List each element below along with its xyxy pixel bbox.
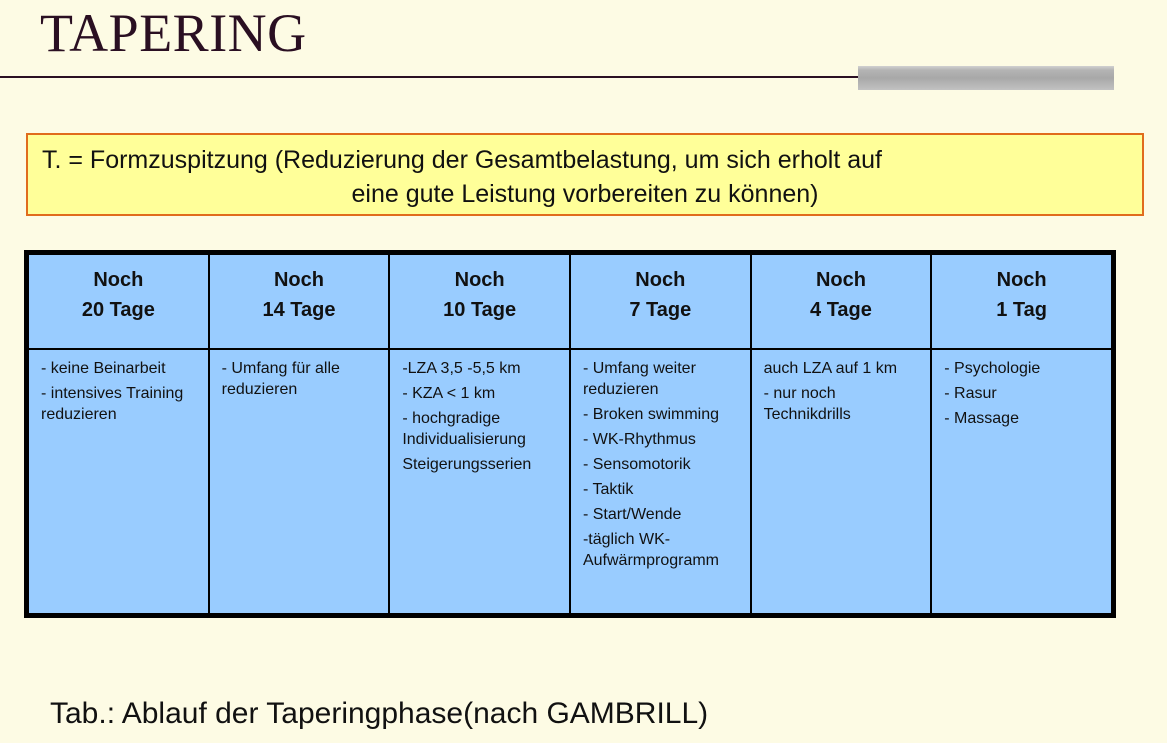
page-title: TAPERING <box>40 3 307 63</box>
column-header-label: Noch <box>815 269 866 291</box>
title-rule-bar <box>858 66 1114 90</box>
column-header-label: Noch <box>996 269 1047 291</box>
column-cell <box>209 349 390 614</box>
column-header-days: 14 Tage <box>262 299 336 321</box>
list-item: - Start/Wende <box>582 506 682 523</box>
table-caption: Tab.: Ablauf der Taperingphase(nach GAMBRILL) <box>50 697 709 730</box>
column-header <box>28 254 209 349</box>
column-cell <box>931 349 1112 614</box>
column-cell <box>570 349 751 614</box>
measure-list <box>222 358 381 400</box>
table-header-row <box>28 254 1112 349</box>
list-item: - Umfang für alle reduzieren <box>221 360 340 398</box>
list-item: - intensives Training reduzieren <box>41 385 184 423</box>
definition-line-2: eine gute Leistung vorbereiten zu können) <box>351 180 819 208</box>
list-item: - Umfang weiter reduzieren <box>582 360 696 398</box>
column-header-days: 7 Tage <box>629 299 692 321</box>
table-row <box>28 349 1112 614</box>
column-header <box>209 254 390 349</box>
list-item: -täglich WK-Aufwärmprogramm <box>582 531 719 569</box>
measure-list <box>583 358 742 571</box>
column-header <box>570 254 751 349</box>
tapering-table <box>24 250 1116 618</box>
column-header-label: Noch <box>273 269 324 291</box>
measure-list <box>944 358 1103 429</box>
column-header-label: Noch <box>454 269 505 291</box>
list-item: - Rasur <box>944 385 997 402</box>
column-header-days: 20 Tage <box>81 299 155 321</box>
definition-line-1: T. = Formzuspitzung (Reduzierung der Gesamtbelastung, um sich erholt auf <box>42 146 882 174</box>
column-cell <box>389 349 570 614</box>
column-header <box>931 254 1112 349</box>
definition-box <box>26 133 1144 216</box>
list-item: - WK-Rhythmus <box>582 431 696 448</box>
list-item: auch LZA auf 1 km <box>763 360 898 377</box>
column-header-days: 4 Tage <box>810 299 872 321</box>
measure-list <box>764 358 923 425</box>
list-item: - hochgradige Individualisierung <box>402 410 526 448</box>
column-header <box>389 254 570 349</box>
list-item: - Massage <box>944 410 1019 427</box>
column-cell <box>28 349 209 614</box>
measure-list <box>41 358 200 425</box>
list-item: - Sensomotorik <box>582 456 691 473</box>
list-item: - keine Beinarbeit <box>41 360 166 377</box>
list-item: - nur noch Technikdrills <box>763 385 851 423</box>
column-header <box>751 254 932 349</box>
list-item: - Taktik <box>582 481 634 498</box>
list-item: - KZA < 1 km <box>402 385 496 402</box>
list-item: - Psychologie <box>944 360 1041 377</box>
column-header-days: 10 Tage <box>443 299 517 321</box>
list-item: -LZA 3,5 -5,5 km <box>402 360 521 377</box>
column-header-label: Noch <box>635 269 686 291</box>
measure-list <box>402 358 561 475</box>
column-cell <box>751 349 932 614</box>
list-item: - Broken swimming <box>582 406 719 423</box>
column-header-days: 1 Tag <box>996 299 1048 321</box>
list-item: Steigerungsserien <box>402 456 532 473</box>
column-header-label: Noch <box>93 269 144 291</box>
